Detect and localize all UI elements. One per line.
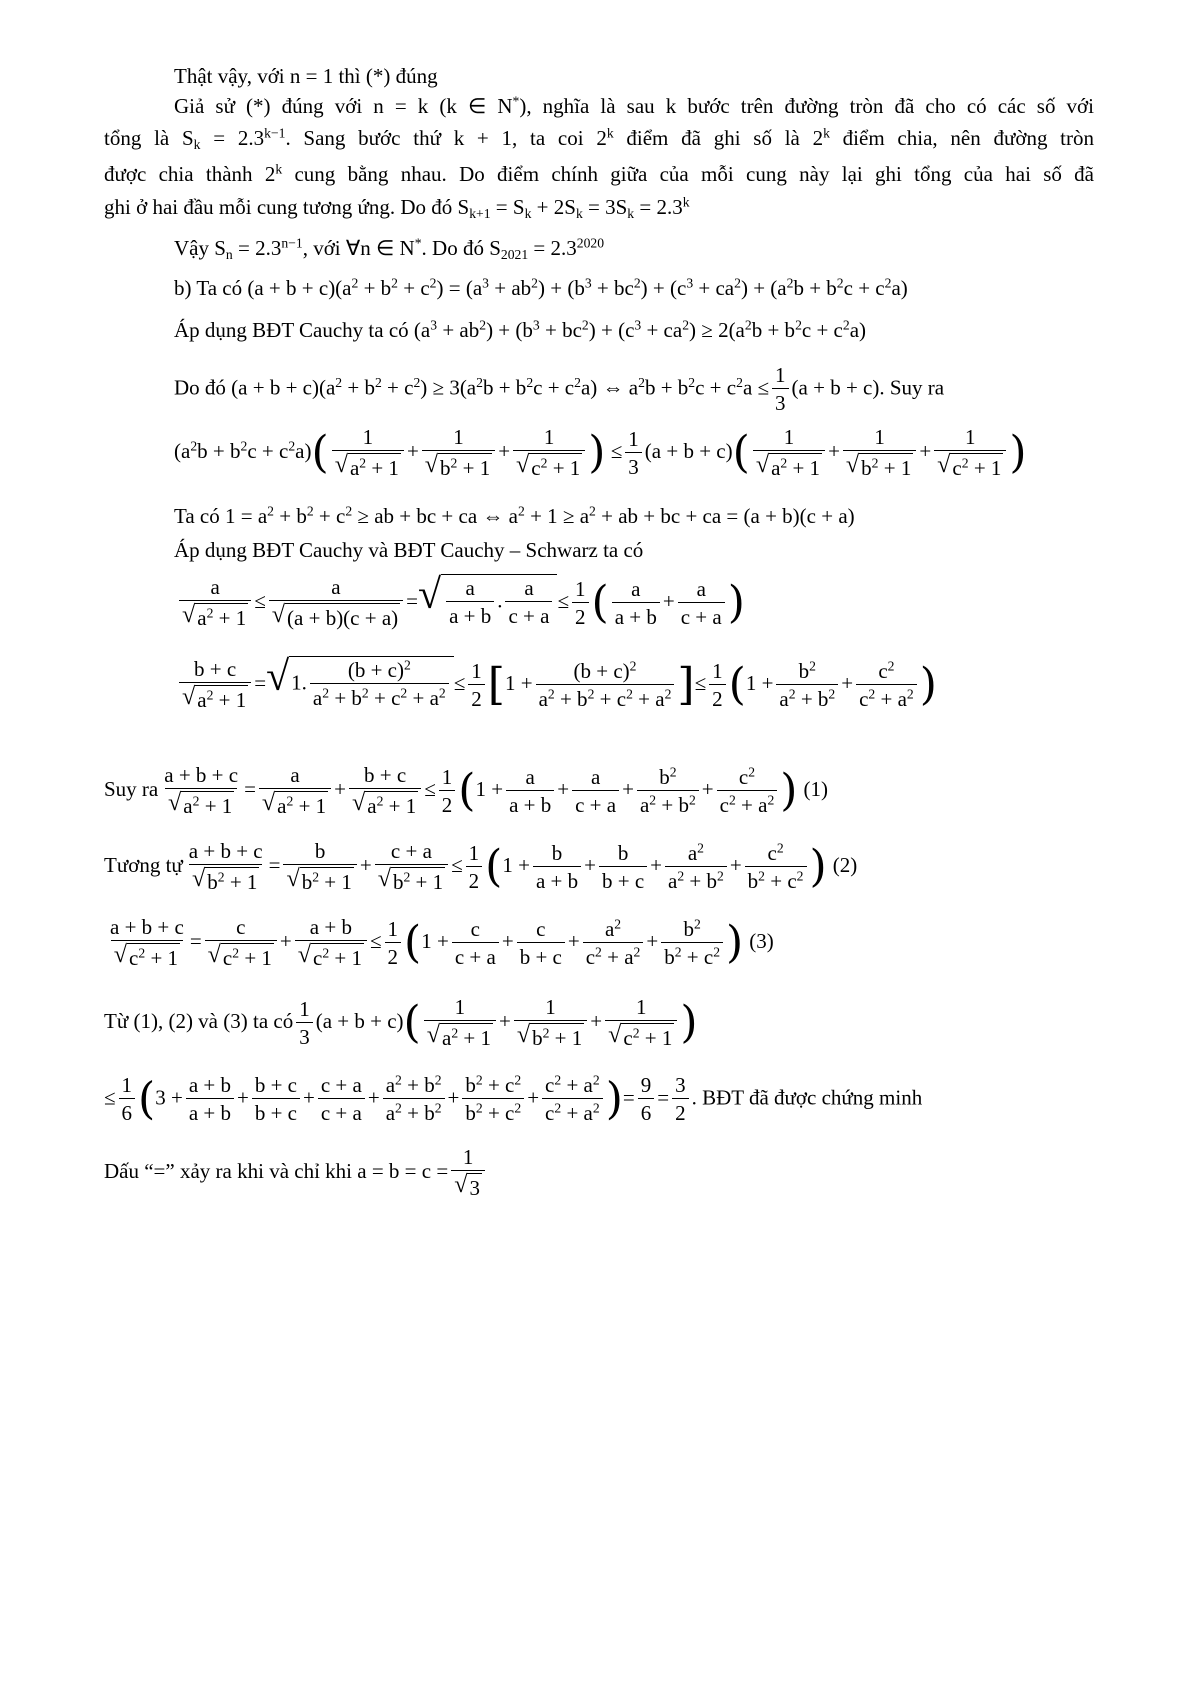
line-10: $(a^2b + b^2c + c^2a)$( 1 √ $a^2 + 1$ + 1 √ $b^2 + 1$ + 1 √ $c^2 + 1$ ) ≤ $\frac{1}{3}$ (a + b + c)( 1 √ $a^2 + 1$ + 1 √ $b^2 + 1$ + 1 √ $c^2 + 1$ ) [174,425,1027,480]
line-6: Vậy $S_n = 2.3^{n-1}$, với ∀n ∈ N*. Do đó $S_{2021} = 2.3^{2020}$ [174,235,605,263]
line-20: Dấu “=” xảy ra khi và chỉ khi a = b = c = 1 √ 3 [104,1144,488,1202]
line-2: Giả sử (*) đúng với n = k (k ∈ N*), nghĩa là sau k bước trên đường tròn đã cho có các số với [174,93,1094,118]
line-5: ghi ở hai đầu mỗi cung tương ứng. Do đó $S_{k+1} = S_k + 2S_k = 3S_k = 2.3^k$ [104,194,690,222]
conclusion-text: . BĐT đã được chứng minh [691,1085,923,1110]
line-14: b + c √ $a^2 + 1$ = √ 1. $\frac{(b + c)^2}{a^2 + b^2 + c^2 + a^2}$ ≤ $\frac{1}{2}$ [1 + $\frac{(b + c)^2}{a^2 + b^2 + c^2 + a^2}$ ]≤ $\frac{1}{2}$ (1 + $\frac{b^2}{a^2 + b^2}$ + $\frac{c^2}{c^2 + a^2}$ ) [176,656,937,714]
line-1: Thật vậy, với n = 1 thì (*) đúng [174,64,438,88]
line-12: Áp dụng BĐT Cauchy và BĐT Cauchy – Schwarz ta có [174,538,644,562]
line-16: Tương tự a + b + c √ $b^2 + 1$ = b √ $b^2 + 1$ + c + a √ $b^2 + 1$ ≤ $\frac{1}{2}$ (1 + $\frac{b}{a + b}$ + $\frac{b}{b + c}$ + $\frac{a^2}{a^2 + b^2}$ + $\frac{c^2}{b^2 + c^2}$ ) (2) [104,839,858,894]
line-17: a + b + c √ $c^2 + 1$ = c √ $c^2 + 1$ + a + b √ $c^2 + 1$ ≤ $\frac{1}{2}$ (1 + $\frac{c}{c + a}$ + $\frac{c}{b + c}$ + $\frac{a^2}{c^2 + a^2}$ + $\frac{b^2}{b^2 + c^2}$ ) (3) [110,915,774,970]
line-8: Áp dụng BĐT Cauchy ta có $(a^3 + ab^2) + (b^3 + bc^2) + (c^3 + ca^2) \ge 2(a^2b + b^2c + c^2a)$ [174,317,867,342]
line-9: Do đó $(a + b + c)(a^2 + b^2 + c^2) \ge 3(a^2b + b^2c + c^2a)$ ⇔ $a^2b + b^2c + c^2a$ ≤ $\frac{1}{3}$ (a + b + c). Suy ra [174,363,945,415]
line-15: Suy ra a + b + c √ $a^2 + 1$ = a √ $a^2 + 1$ + b + c √ $a^2 + 1$ ≤ $\frac{1}{2}$ (1 + $\frac{a}{a + b}$ + $\frac{a}{c + a}$ + $\frac{b^2}{a^2 + b^2}$ + $\frac{c^2}{c^2 + a^2}$ ) (1) [104,763,828,818]
line-4: được chia thành 2$^k$ cung bằng nhau. Do điểm chính giữa của mỗi cung này lại ghi tổng của hai số đã [104,161,1094,186]
equality-text: Dấu “=” xảy ra khi và chỉ khi a = b = c = [104,1158,449,1183]
line-7: b) Ta có $(a + b + c)(a^2 + b^2 + c^2) = (a^3 + ab^2) + (b^3 + bc^2) + (c^3 + ca^2) + (a^2b + b^2c + c^2a)$ [174,275,908,300]
line-3: tổng là $S_k = 2.3^{k-1}$. Sang bước thứ k + 1, ta coi 2$^k$ điểm đã ghi số là 2$^k$ điểm chia, nên đường tròn [104,125,1095,153]
suy-ra-text: . Suy ra [879,375,945,400]
line-11: Ta có $1 = a^2 + b^2 + c^2$ ≥ ab + bc + ca ⇔ $a^2 + 1 \ge a^2$ + ab + bc + ca = (a + b)(c + a) [174,503,855,528]
line-13: a √ $a^2 + 1$ ≤ a √ (a + b)(c + a) = √ $\frac{a}{a + b}$ . $\frac{a}{c + a}$ ≤ $\frac{1}{2}$ ( $\frac{a}{a + b}$ + $\frac{a}{c + a}$ ) [176,574,745,632]
line-19: ≤ $\frac{1}{6}$ (3 + $\frac{a + b}{a + b}$ + $\frac{b + c}{b + c}$ + $\frac{c + a}{c + a}$ + $\frac{a^2 + b^2}{a^2 + b^2}$ + $\frac{b^2 + c^2}{b^2 + c^2}$ + $\frac{c^2 + a^2}{c^2 + a^2}$ )= $\frac{9}{6}$ = $\frac{3}{2}$ . BĐT đã được chứng minh [104,1072,923,1125]
line-18: Từ (1), (2) và (3) ta có $\frac{1}{3}$ (a + b + c)( 1 √ $a^2 + 1$ + 1 √ $b^2 + 1$ + 1 √ $c^2 + 1$ ) [104,995,698,1050]
